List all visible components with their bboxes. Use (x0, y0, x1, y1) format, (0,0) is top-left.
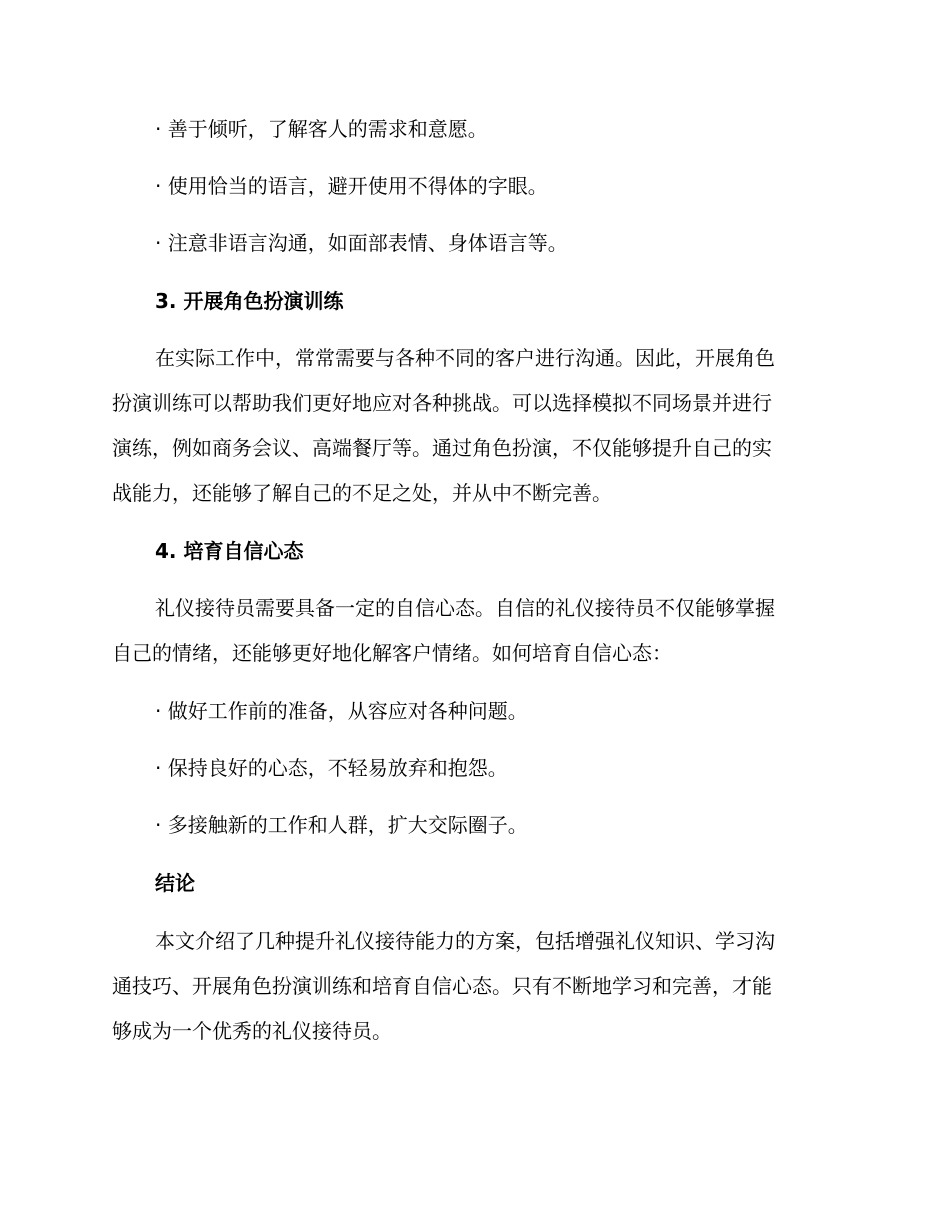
conclusion-para-line: 通技巧、开展角色扮演训练和培育自信心态。只有不断地学习和完善，才能 (112, 974, 772, 998)
section4-para-line: 礼仪接待员需要具备一定的自信心态。自信的礼仪接待员不仅能够掌握 (155, 596, 775, 620)
bullet-social: · 多接触新的工作和人群，扩大交际圈子。 (155, 813, 528, 837)
section3-para-line: 演练，例如商务会议、高端餐厅等。通过角色扮演，不仅能够提升自己的实 (112, 436, 772, 460)
conclusion-heading: 结论 (155, 871, 195, 895)
bullet-listen: · 善于倾听，了解客人的需求和意愿。 (155, 117, 488, 141)
bullet-prepare: · 做好工作前的准备，从容应对各种问题。 (155, 699, 528, 723)
conclusion-para-line: 本文介绍了几种提升礼仪接待能力的方案，包括增强礼仪知识、学习沟 (155, 929, 775, 953)
bullet-language: · 使用恰当的语言，避开使用不得体的字眼。 (155, 174, 548, 198)
section3-heading: 3. 开展角色扮演训练 (155, 289, 344, 313)
bullet-attitude: · 保持良好的心态，不轻易放弃和抱怨。 (155, 756, 508, 780)
section4-heading: 4. 培育自信心态 (155, 539, 304, 563)
conclusion-para-line: 够成为一个优秀的礼仪接待员。 (112, 1019, 392, 1043)
section4-para-line: 自己的情绪，还能够更好地化解客户情绪。如何培育自信心态： (112, 641, 672, 665)
bullet-nonverbal: · 注意非语言沟通，如面部表情、身体语言等。 (155, 231, 568, 255)
section3-para-line: 战能力，还能够了解自己的不足之处，并从中不断完善。 (112, 481, 612, 505)
section3-para-line: 扮演训练可以帮助我们更好地应对各种挑战。可以选择模拟不同场景并进行 (112, 391, 772, 415)
section3-para-line: 在实际工作中，常常需要与各种不同的客户进行沟通。因此，开展角色 (155, 346, 775, 370)
